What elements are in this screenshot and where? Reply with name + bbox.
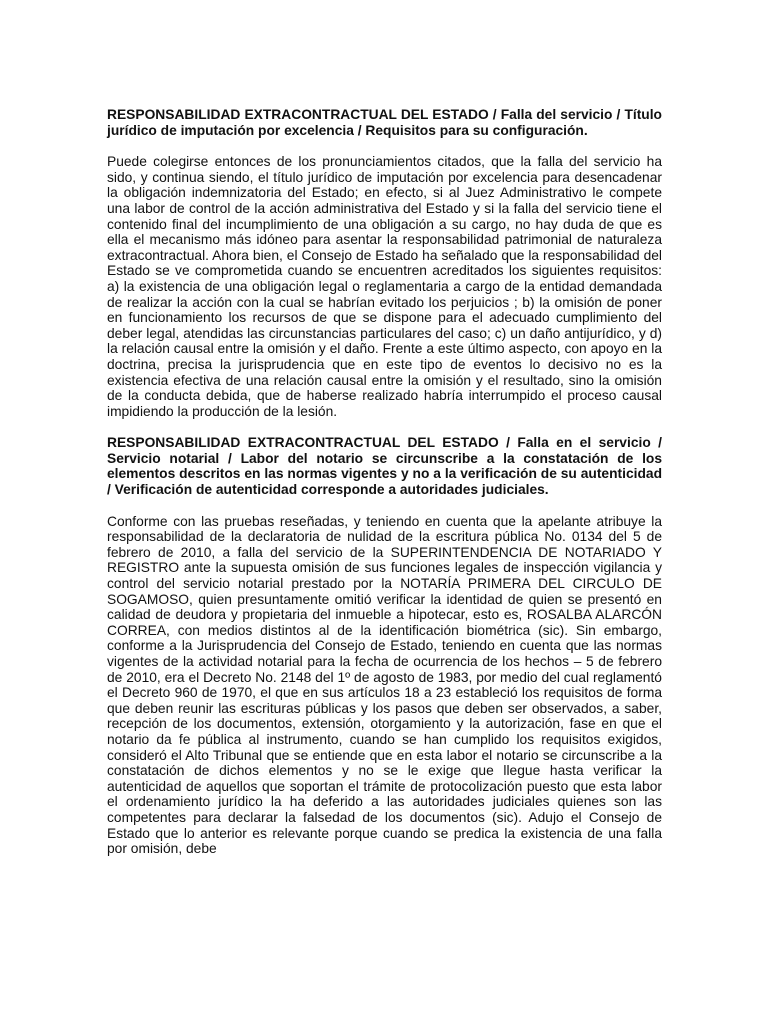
paragraph-2: Conforme con las pruebas reseñadas, y teniendo en cuenta que la apelante atribuye la responsabilidad de la declaratoria de nulidad de la escritura pública No. 0134 del 5 de febrero de 2010, a falla del servicio de la SUPERINTENDENCIA DE NOTARIADO Y REGISTRO ante la supuesta omisión de sus funciones legales de inspección vigilancia y control del servicio notarial prestado por la NOTARÍA PRIMERA DEL CIRCULO DE SOGAMOSO, quien presuntamente omitió verificar la identidad de quien se presentó en calidad de deudora y propietaria del inmueble a hipotecar, esto es, ROSALBA ALARCÓN CORREA, con medios distintos al de la identificación biométrica (sic). Sin embargo, conforme a la Jurisprudencia del Consejo de Estado, teniendo en cuenta que las normas vigentes de la actividad notarial para la fecha de ocurrencia de los hechos – 5 de febrero de 2010, era el Decreto No. 2148 del 1º de agosto de 1983, por medio del cual reglamentó el Decreto 960 de 1970, el que en sus artículos 18 a 23 estableció los requisitos de forma que deben reunir las escrituras públicas y los pasos que deben ser observados, a saber, recepción de los documentos, extensión, otorgamiento y la autorización, fase en que el notario da fe pública al instrumento, cuando se han cumplido los requisitos exigidos, consideró el Alto Tribunal que se entiende que en esta labor el notario se circunscribe a la constatación de dichos elementos y no se le exige que llegue hasta verificar la autenticidad de aquellos que soportan el trámite de protocolización puesto que esta labor el ordenamiento jurídico la ha deferido a las autoridades judiciales quienes son las competentes para declarar la falsedad de los documentos (sic). Adujo el Consejo de Estado que lo anterior es relevante porque cuando se predica la existencia de una falla por omisión, debe bbox=[107, 513, 662, 857]
section-heading-1: RESPONSABILIDAD EXTRACONTRACTUAL DEL ESTADO / Falla del servicio / Título jurídico de imputación por excelencia / Requisitos para su configuración. bbox=[107, 107, 662, 138]
section-heading-2: RESPONSABILIDAD EXTRACONTRACTUAL DEL ESTADO / Falla en el servicio / Servicio notarial / Labor del notario se circunscribe a la constatación de los elementos descritos en las normas vigentes y no a la verificación de su autenticidad / Verificación de autenticidad corresponde a autoridades judiciales. bbox=[107, 435, 662, 498]
document-body bbox=[107, 107, 662, 873]
paragraph-1: Puede colegirse entonces de los pronunciamientos citados, que la falla del servicio ha sido, y continua siendo, el título jurídico de imputación por excelencia para desencadenar la obligación indemnizatoria del Estado; en efecto, si al Juez Administrativo le compete una labor de control de la acción administrativa del Estado y si la falla del servicio tiene el contenido final del incumplimiento de una obligación a su cargo, no hay duda de que es ella el mecanismo más idóneo para asentar la responsabilidad patrimonial de naturaleza extracontractual. Ahora bien, el Consejo de Estado ha señalado que la responsabilidad del Estado se ve comprometida cuando se encuentren acreditados los siguientes requisitos: a) la existencia de una obligación legal o reglamentaria a cargo de la entidad demandada de realizar la acción con la cual se habrían evitado los perjuicios ; b) la omisión de poner en funcionamiento los recursos de que se dispone para el adecuado cumplimiento del deber legal, atendidas las circunstancias particulares del caso; c) un daño antijurídico, y d) la relación causal entre la omisión y el daño. Frente a este último aspecto, con apoyo en la doctrina, precisa la jurisprudencia que en este tipo de eventos lo decisivo no es la existencia efectiva de una relación causal entre la omisión y el resultado, sino la omisión de la conducta debida, que de haberse realizado habría interrumpido el proceso causal impidiendo la producción de la lesión. bbox=[107, 154, 662, 419]
